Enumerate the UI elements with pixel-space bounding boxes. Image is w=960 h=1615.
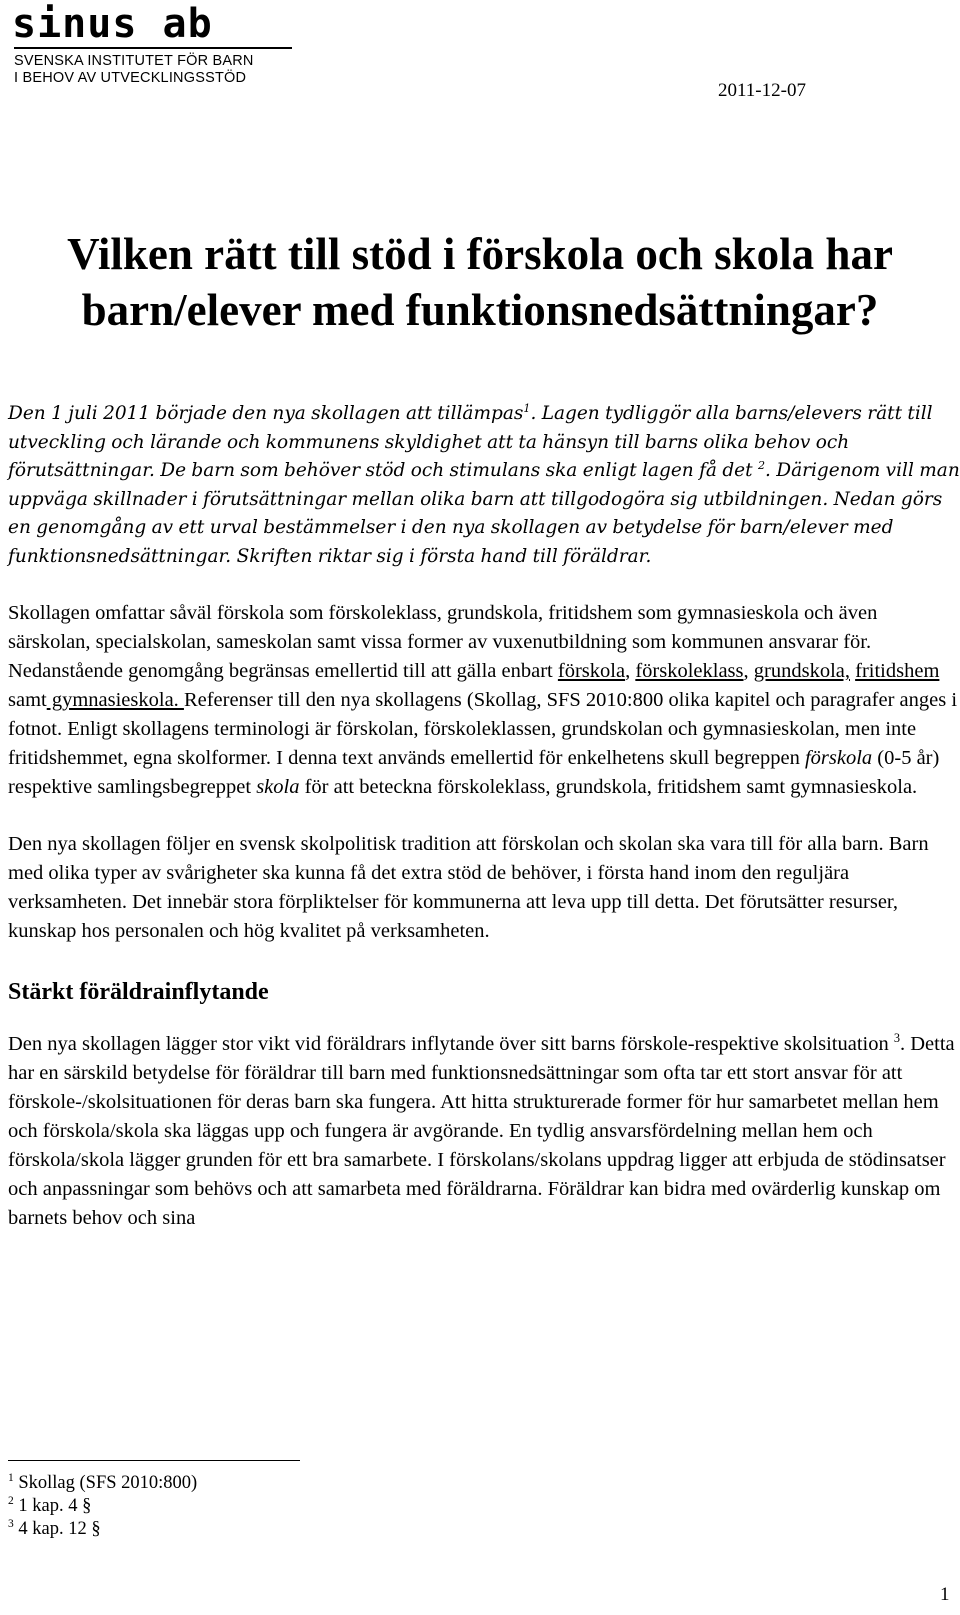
footnote-rule (8, 1460, 300, 1461)
scope-text-1: Skollagen omfattar såväl förskola som förskoleklass, grundskola, fritidshem som gymnasieskola och även särskolan, specialskolan, sameskolan samt vissa former av vuxenutbildning som kommunen ansvarar för. Nedanstående genomgång begränsas emellertid till att gälla enbart (8, 602, 878, 682)
footnote-3 (8, 1518, 300, 1541)
footnote-number: 1 (8, 1471, 14, 1484)
tradition-paragraph: Den nya skollagen följer en svensk skolpolitisk tradition att förskolan och skolan ska vara till för alla barn. Barn med olika typer av svårigheter ska kunna få det extra stöd de behöver, i första hand inom den reguljära verksamheten. Det innebär stora förpliktelser för kommunerna att leva upp till detta. Det förutsätter resurser, kunskap hos personalen och hög kvalitet på verksamheten. (8, 833, 929, 942)
footnote-2 (8, 1495, 300, 1518)
footnote-ref-3[interactable]: 3 (893, 1031, 900, 1046)
footnote-text: 4 kap. 12 § (13, 1519, 101, 1539)
logo-wordmark: sinus ab (12, 1, 213, 47)
parent-influence-paragraph (8, 1030, 960, 1233)
logo-tagline-line1: SVENSKA INSTITUTET FÖR BARN (14, 53, 254, 69)
document-body (8, 400, 960, 1233)
scope-italic-skola: skola (256, 776, 300, 798)
footnote-1 (8, 1472, 300, 1495)
footnote-text: Skollag (SFS 2010:800) (13, 1473, 198, 1493)
scope-paragraph (8, 599, 960, 802)
scope-text-4: för att beteckna förskoleklass, grundskola, fritidshem samt gymnasieskola. (299, 776, 918, 798)
intro-text-1: Den 1 juli 2011 började den nya skollagen att tillämpas (8, 403, 524, 424)
intro-paragraph (8, 400, 960, 571)
footnote-number: 3 (8, 1517, 14, 1530)
parent-text-2: . Detta har en särskild betydelse för föräldrar till barn med funktionsnedsättningar som ofta tar ett stort ansvar för att förskole-/skolsituationen för deras barn ska fungera. Att hitta strukturerade former för hur samarbetet mellan hem och förskola/skola ska läggas upp och fungera är avgörande. En tydlig ansvarsfördelning mellan hem och förskola/skola lägger grunden för ett bra samarbete. I förskolans/skolans uppdrag ligger att erbjuda de stödinsatser och anpassningar som behövs och att samarbeta med föräldrarna. Föräldrar kan bidra med ovärderlig kunskap om barnets behov och sina (8, 1033, 955, 1229)
footnote-ref-2[interactable]: 2 (757, 458, 766, 472)
scope-underlined-fritidshem: fritidshem (855, 660, 940, 682)
logo-tagline-line2: I BEHOV AV UTVECKLINGSSTÖD (14, 70, 247, 86)
page-number: 1 (940, 1584, 950, 1605)
intro-text-2: . Lagen tydliggör alla barns/elevers rätt till utveckling och lärande och kommunens skyldighet att ta hänsyn till barns olika behov och förutsättningar. De barn som behöver stöd och stimulans ska enligt lagen få det (8, 403, 933, 481)
footnotes (8, 1460, 300, 1541)
scope-underlined-grundskola: grundskola, (753, 660, 850, 682)
section-heading: Stärkt föräldrainflytande (8, 979, 269, 1005)
sinus-ab-logo (12, 1, 302, 87)
document-date: 2011-12-07 (718, 80, 806, 101)
scope-sep-2: , (743, 660, 754, 682)
title-line2: barn/elever med funktionsnedsättningar? (81, 285, 879, 335)
scope-italic-forskola: förskola (804, 747, 873, 769)
footnote-number: 2 (8, 1494, 14, 1507)
title-line1: Vilken rätt till stöd i förskola och skola har (67, 229, 893, 279)
scope-underlined-gymnasieskola: gymnasieskola. (46, 689, 184, 711)
scope-underlined-forskola: förskola (557, 660, 626, 682)
footnote-text: 1 kap. 4 § (13, 1496, 92, 1516)
scope-text-2: Referenser till den nya skollagens (Skollag, SFS 2010:800 olika kapitel och paragrafer anges i fotnot. Enligt skollagens terminologi är förskolan, förskoleklassen, grundskolan och gymnasieskolan, men inte fritidshemmet, egna skolformer. I denna text används emellertid för enkelhetens skull begreppen (8, 689, 958, 769)
scope-samt: samt (8, 689, 47, 711)
scope-underlined-forskoleklass: förskoleklass (635, 660, 744, 682)
scope-sep-1: , (625, 660, 636, 682)
footnote-ref-1[interactable]: 1 (523, 401, 531, 415)
scope-text-3: (0-5 år) respektive samlingsbegreppet (8, 747, 940, 798)
intro-text-3: . Därigenom vill man uppväga skillnader i förutsättningar mellan olika barn att tillgodogöra sig utbildningen. Nedan görs en genomgång av ett urval bestämmelser i den nya skollagen av betydelse för barn/elever med funktionsnedsättningar. Skriften riktar sig i första hand till föräldrar. (8, 460, 960, 567)
logo-rule (14, 47, 292, 49)
document-title (0, 226, 960, 338)
parent-text-1: Den nya skollagen lägger stor vikt vid föräldrars inflytande över sitt barns förskole-respektive skolsituation (8, 1033, 894, 1055)
